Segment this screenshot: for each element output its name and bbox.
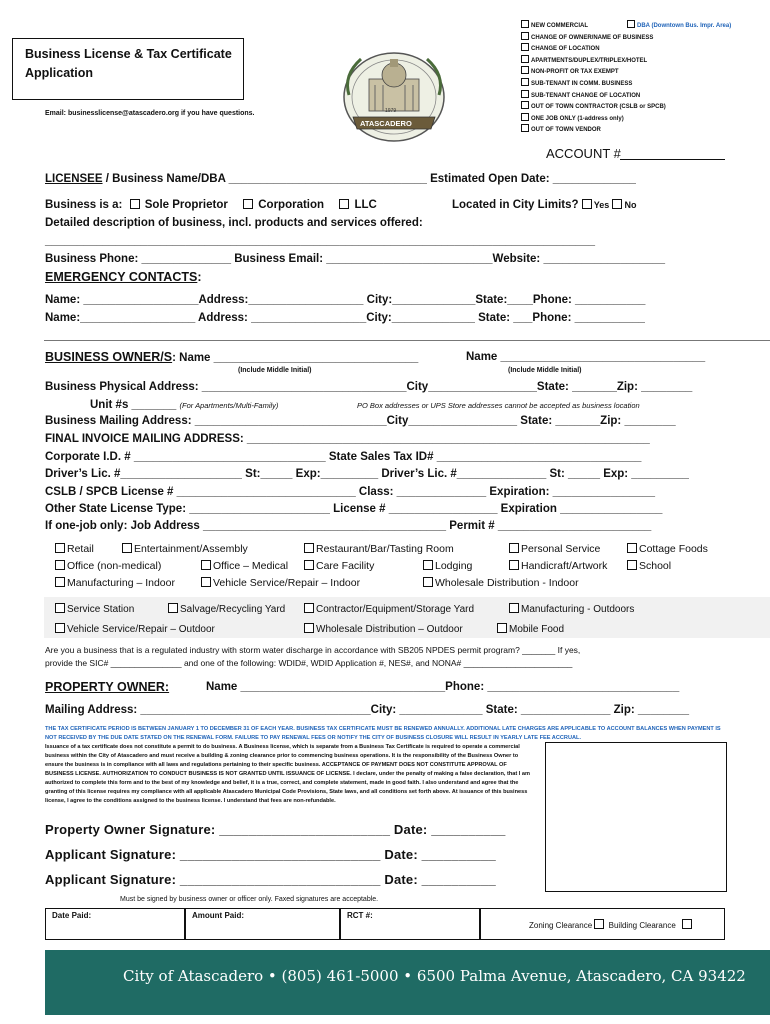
option-sub-tenant[interactable]: SUB-TENANT IN COMM. BUSINESS xyxy=(521,78,666,90)
license-type-options xyxy=(521,20,666,136)
property-mailing-row[interactable]: Mailing Address: ____________________________________City: _____________ State: ______________ Zip: ________ xyxy=(45,704,690,716)
other-state-row[interactable]: Other State License Type: ______________________ License # _________________ Expiration ________________ xyxy=(45,503,663,515)
city-footer-banner xyxy=(45,950,770,1015)
category-school[interactable]: School xyxy=(627,560,671,572)
property-owner-name-row[interactable]: Name ________________________________Phone: ______________________________ xyxy=(206,681,680,693)
final-invoice-row[interactable]: FINAL INVOICE MAILING ADDRESS: _______________________________________________________________ xyxy=(45,433,650,445)
owner-name-1[interactable]: : Name ________________________________ xyxy=(172,352,419,364)
checkbox[interactable] xyxy=(521,32,529,40)
corp-checkbox[interactable] xyxy=(243,199,253,209)
checkbox[interactable] xyxy=(521,55,529,63)
checkbox[interactable] xyxy=(521,101,529,109)
footer-contact-text: City of Atascadero • (805) 461-5000 • 6500 Palma Avenue, Atascadero, CA 93422 xyxy=(123,967,746,985)
checkbox[interactable] xyxy=(122,543,132,553)
sole-checkbox[interactable] xyxy=(130,199,140,209)
license-disclaimer: Issuance of a tax certificate does not constitute a permit to do business. A Business license, which is separate from a Business Tax Certificate is required to operate a commercial business within the City of Atascadero and must receive a building & zoning clearance prior to commencing business operations. It is the responsibility of the Business Owner to ensure the business is in compliance with all laws and regulations pertaining to their specific business. ACCEPTANCE OF PAYMENT DOES NOT CONSTITUTE APPROVAL OF BUSINESS LICENSE. AUTHORIZATION TO CONDUCT BUSINESS IS NOT GRANTED UNTIL ISSUANCE OF LICENSE. I declare, under the penalty of making a false declaration, that I am authorized to complete this form and to the best of my knowledge and belief, it is a true, correct, and complete statement, made in good faith. I also understand and agree that the granting of this license requires my compliance with all applicable Atascadero Municipal Code Provisions, State laws, and all conditions set forth above. At issuance of this business license, I agree to the conditions assigned to the business license. I understand that fees are non-refundable. xyxy=(45,744,530,804)
checkbox[interactable] xyxy=(168,603,178,613)
checkbox[interactable] xyxy=(521,124,529,132)
checkbox[interactable] xyxy=(627,20,635,28)
llc-checkbox[interactable] xyxy=(339,199,349,209)
checkbox[interactable] xyxy=(521,113,529,121)
account-label: ACCOUNT # xyxy=(546,146,621,161)
seal-text: ATASCADERO xyxy=(360,119,412,128)
tax-period-notice: THE TAX CERTIFICATE PERIOD IS BETWEEN JANUARY 1 TO DECEMBER 31 OF EACH YEAR. BUSINESS TAX CERTIFICATE MUST BE RENEWED ANNUALLY. ADDITIONAL LATE CHARGES ARE APPLICABLE TO ACCOUNT BALANCES WHEN PAYMENT IS NOT RECEIVED BY THE DUE DATE STATED ON THE RENEWAL FORM. FAILURE TO PAY RENEWAL FEES OR NOTIFY THE CITY OF BUSINESS CLOSURE WILL RESULT IN YEARLY LATE FEE ACCRUAL. xyxy=(45,726,721,741)
phone-email-website-row[interactable]: Business Phone: ______________ Business Email: __________________________Website: ___________________ xyxy=(45,253,665,265)
category-vehicle-indoor[interactable]: Vehicle Service/Repair – Indoor xyxy=(201,577,360,589)
owner-name-2[interactable]: Name ________________________________ xyxy=(466,351,706,363)
physical-address-row[interactable]: Business Physical Address: ________________________________City_________________State: _______Zip: ________ xyxy=(45,381,693,393)
checkbox[interactable] xyxy=(521,78,529,86)
category-salvage-yard[interactable]: Salvage/Recycling Yard xyxy=(168,603,285,615)
checkbox[interactable] xyxy=(521,66,529,74)
middle-initial-note-1: (Include Middle Initial) xyxy=(238,367,312,374)
category-wholesale-outdoor[interactable]: Wholesale Distribution – Outdoor xyxy=(304,623,463,635)
seal-year: 1979 xyxy=(385,108,397,114)
category-mobile-food[interactable]: Mobile Food xyxy=(497,623,564,635)
unit-row: Unit #s _______ (For Apartments/Multi-Family) xyxy=(90,399,279,411)
checkbox[interactable] xyxy=(55,623,65,633)
category-service-station[interactable]: Service Station xyxy=(55,603,134,615)
checkbox[interactable] xyxy=(509,560,519,570)
option-change-owner[interactable]: CHANGE OF OWNER/NAME OF BUSINESS xyxy=(521,32,666,44)
description-field[interactable]: ______________________________________________________________________________________ xyxy=(45,235,596,247)
licensee-row xyxy=(45,173,636,185)
option-change-location[interactable]: CHANGE OF LOCATION xyxy=(521,43,666,55)
category-entertainment[interactable]: Entertainment/Assembly xyxy=(122,543,248,555)
category-restaurant[interactable]: Restaurant/Bar/Tasting Room xyxy=(304,543,454,555)
zoning-clearance-checkbox[interactable] xyxy=(594,919,604,929)
category-office[interactable]: Office (non-medical) xyxy=(55,560,161,572)
checkbox[interactable] xyxy=(55,603,65,613)
checkbox[interactable] xyxy=(509,543,519,553)
description-label: Detailed description of business, incl. products and services offered: xyxy=(45,217,423,229)
checkbox[interactable] xyxy=(627,543,637,553)
contact-email: Email: businesslicense@atascadero.org if you have questions. xyxy=(45,110,255,117)
checkbox[interactable] xyxy=(201,577,211,587)
option-dba[interactable]: DBA (Downtown Bus. Impr. Area) xyxy=(627,20,731,32)
category-handicraft[interactable]: Handicraft/Artwork xyxy=(509,560,607,572)
form-title-line2: Application xyxy=(25,66,94,80)
category-retail[interactable]: Retail xyxy=(55,543,94,555)
checkbox[interactable] xyxy=(55,543,65,553)
section-divider xyxy=(44,340,770,341)
cslb-row[interactable]: CSLB / SPCB License # ____________________________ Class: ______________ Expiration: ________________ xyxy=(45,486,655,498)
applicant-signature-2[interactable]: Applicant Signature: ___________________________ Date: __________ xyxy=(45,872,496,887)
account-field[interactable] xyxy=(620,159,725,160)
category-manufacturing-outdoors[interactable]: Manufacturing - Outdoors xyxy=(509,603,634,615)
checkbox[interactable] xyxy=(304,603,314,613)
storm-water-line2[interactable]: provide the SIC# _______________ and one of the following: WDID#, WDID Application #, NES#, and NONA# _______________________ xyxy=(45,658,573,668)
building-clearance-checkbox[interactable] xyxy=(682,919,692,929)
rct-cell[interactable]: RCT #: xyxy=(340,908,480,940)
category-wholesale-indoor[interactable]: Wholesale Distribution - Indoor xyxy=(423,577,579,589)
business-name-field[interactable]: / Business Name/DBA _______________________________ Estimated Open Date: _____________ xyxy=(105,173,636,185)
city-seal-icon xyxy=(335,45,453,145)
date-paid-cell[interactable]: Date Paid: xyxy=(45,908,185,940)
option-sub-tenant-change[interactable]: SUB-TENANT CHANGE OF LOCATION xyxy=(521,90,666,102)
one-job-row[interactable]: If one-job only: Job Address ______________________________________ Permit # ________________________ xyxy=(45,520,652,532)
emergency-contact-1[interactable]: Name: __________________Address:__________________ City:_____________State:____Phone: ___________ xyxy=(45,294,646,306)
title-box xyxy=(12,38,244,100)
storm-water-line1[interactable]: Are you a business that is a regulated industry with storm water discharge in accordance with SB205 NPDES permit program? _______ If yes, xyxy=(45,645,581,655)
checkbox[interactable] xyxy=(521,20,529,28)
checkbox[interactable] xyxy=(55,560,65,570)
checkbox[interactable] xyxy=(521,43,529,51)
option-non-profit[interactable]: NON-PROFIT OR TAX EXEMPT xyxy=(521,66,666,78)
checkbox[interactable] xyxy=(423,577,433,587)
category-personal-service[interactable]: Personal Service xyxy=(509,543,600,555)
category-lodging[interactable]: Lodging xyxy=(423,560,472,572)
mailing-address-row[interactable]: Business Mailing Address: ______________________________City_________________ State: _______Zip: ________ xyxy=(45,415,676,427)
office-use-box xyxy=(545,742,727,892)
option-new-commercial[interactable]: NEW COMMERCIAL xyxy=(521,20,666,32)
checkbox[interactable] xyxy=(304,543,314,553)
yes-checkbox[interactable] xyxy=(582,199,592,209)
checkbox[interactable] xyxy=(509,603,519,613)
licensee-heading: LICENSEE xyxy=(45,173,103,185)
owners-row: BUSINESS OWNER/S: Name ________________________________ xyxy=(45,350,419,364)
category-care-facility[interactable]: Care Facility xyxy=(304,560,374,572)
checkbox[interactable] xyxy=(627,560,637,570)
emergency-contact-2[interactable]: Name:__________________ Address: __________________City:_____________ State: ___Phone: ___________ xyxy=(45,312,645,324)
checkbox[interactable] xyxy=(55,577,65,587)
checkbox[interactable] xyxy=(304,623,314,633)
category-cottage-foods[interactable]: Cottage Foods xyxy=(627,543,708,555)
option-apartments[interactable]: APARTMENTS/DUPLEX/TRIPLEX/HOTEL xyxy=(521,55,666,67)
checkbox[interactable] xyxy=(521,90,529,98)
checkbox[interactable] xyxy=(497,623,507,633)
amount-paid-cell[interactable]: Amount Paid: xyxy=(185,908,340,940)
option-out-of-town-vendor[interactable]: OUT OF TOWN VENDOR xyxy=(521,124,666,136)
checkbox[interactable] xyxy=(423,560,433,570)
no-checkbox[interactable] xyxy=(612,199,622,209)
applicant-signature-1[interactable]: Applicant Signature: ___________________________ Date: __________ xyxy=(45,847,496,862)
emergency-heading-row: EMERGENCY CONTACTS: xyxy=(45,270,202,284)
option-out-of-town-contractor[interactable]: OUT OF TOWN CONTRACTOR (CSLB or SPCB) xyxy=(521,101,666,113)
category-contractor-yard[interactable]: Contractor/Equipment/Storage Yard xyxy=(304,603,474,615)
checkbox[interactable] xyxy=(304,560,314,570)
clearance-cell: Zoning Clearance Building Clearance xyxy=(480,908,725,940)
checkbox[interactable] xyxy=(201,560,211,570)
business-type-row: Business is a: Sole Proprietor Corporation LLC xyxy=(45,199,377,211)
form-title-line1: Business License & Tax Certificate xyxy=(25,47,232,61)
drivers-license-row[interactable]: Driver’s Lic. #___________________ St:_____ Exp:_________ Driver’s Lic. #______________ St: _____ Exp: _________ xyxy=(45,468,689,480)
option-one-job[interactable]: ONE JOB ONLY (1-address only) xyxy=(521,113,666,125)
signature-note: Must be signed by business owner or officer only. Faxed signatures are acceptable. xyxy=(120,896,379,903)
middle-initial-note-2: (Include Middle Initial) xyxy=(508,367,582,374)
category-office-medical[interactable]: Office – Medical xyxy=(201,560,288,572)
city-limits-row: Located in City Limits? Yes No xyxy=(452,199,637,211)
category-vehicle-outdoor[interactable]: Vehicle Service/Repair – Outdoor xyxy=(55,623,215,635)
unit-field[interactable]: Unit #s _______ xyxy=(90,399,177,411)
corporate-id-row[interactable]: Corporate I.D. # ______________________________ State Sales Tax ID# ________________________________ xyxy=(45,451,642,463)
property-owner-signature[interactable]: Property Owner Signature: _______________________ Date: __________ xyxy=(45,822,506,837)
category-manufacturing-indoor[interactable]: Manufacturing – Indoor xyxy=(55,577,175,589)
property-owner-heading: PROPERTY OWNER: xyxy=(45,680,170,694)
po-box-note: PO Box addresses or UPS Store addresses cannot be accepted as business location xyxy=(357,401,640,410)
